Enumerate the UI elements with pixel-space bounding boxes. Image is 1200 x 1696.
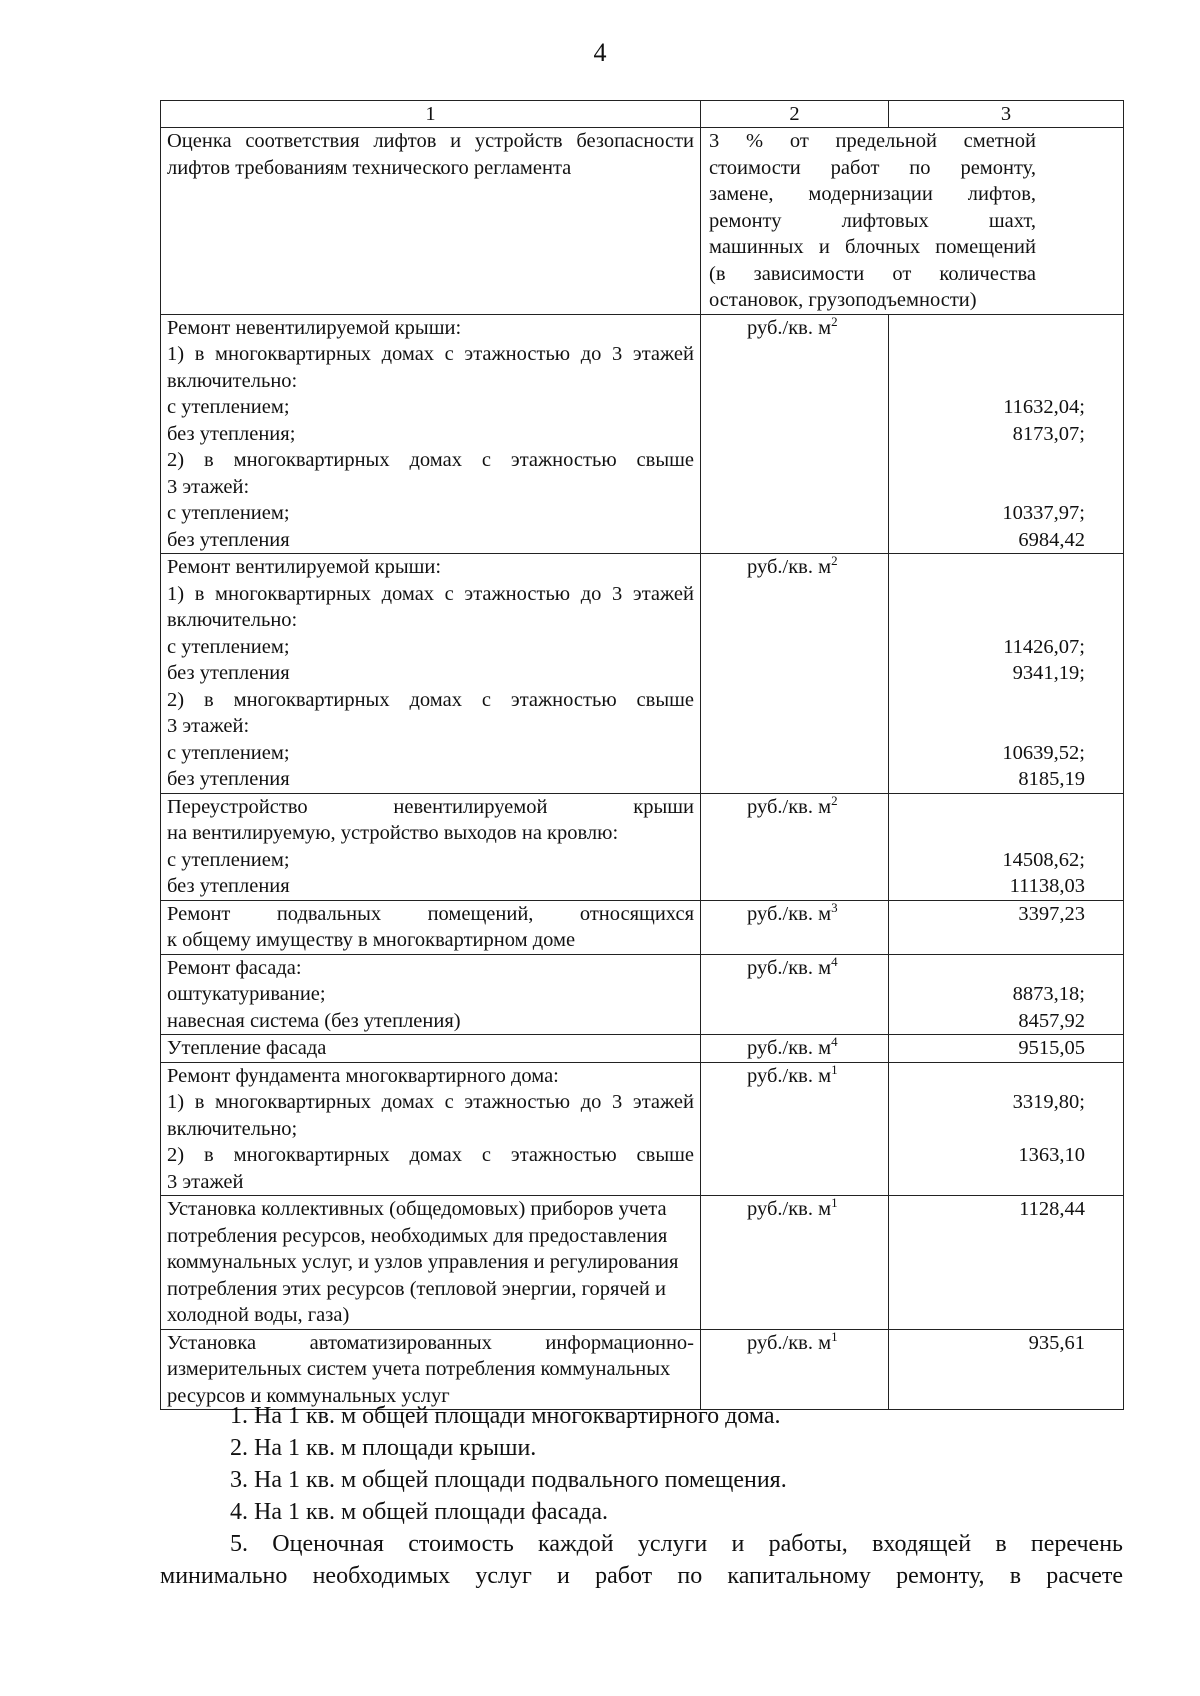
row-description	[161, 1196, 701, 1330]
row-description	[161, 128, 701, 315]
unit-superscript: 1	[831, 1195, 838, 1211]
value-line: 11138,03	[1009, 875, 1085, 897]
row-unit	[701, 900, 889, 954]
row-description	[161, 1035, 701, 1063]
page-number: 4	[593, 38, 607, 67]
row-description	[161, 793, 701, 900]
row-unit	[701, 1196, 889, 1330]
value-line	[895, 820, 1085, 847]
value-line	[895, 1063, 1085, 1090]
value-line	[895, 607, 1085, 634]
unit-superscript: 4	[831, 953, 838, 969]
unit-superscript: 2	[831, 553, 838, 569]
description-line: без утепления	[167, 875, 290, 897]
description-line: 3 этажей:	[167, 475, 250, 498]
description-line: включительно:	[167, 369, 298, 392]
cost-basis-line: стоимости работ по ремонту,	[709, 156, 1036, 179]
description-line: коммунальных услуг, и узлов управления и регулирования	[167, 1251, 679, 1273]
value-line: 3319,80;	[1012, 1091, 1085, 1113]
value-line	[895, 447, 1085, 474]
description-line: Ремонт фасада:	[167, 956, 302, 979]
row-description	[161, 900, 701, 954]
row-unit	[701, 1329, 889, 1410]
description-line: 1) в многоквартирных домах с этажностью до 3 этажей	[167, 582, 694, 605]
row-values	[889, 314, 1124, 554]
table-row	[161, 954, 1124, 1035]
value-line: 8185,19	[1018, 768, 1085, 790]
unit-superscript: 2	[831, 313, 838, 329]
value-line	[895, 713, 1085, 740]
description-line: Переустройство невентилируемой крыши	[167, 795, 694, 818]
value-line	[895, 794, 1085, 821]
row-values	[889, 1035, 1124, 1063]
paragraph-line: 5. Оценочная стоимость каждой услуги и работы, входящей в перечень	[230, 1531, 1123, 1557]
unit-label: руб./кв. м	[747, 1331, 832, 1354]
description-line: включительно;	[167, 1117, 298, 1140]
value-line	[895, 341, 1085, 368]
row-description	[161, 1329, 701, 1410]
table-row	[161, 1062, 1124, 1196]
row-values	[889, 954, 1124, 1035]
value-line: 8873,18;	[1012, 983, 1085, 1005]
description-line: включительно:	[167, 609, 298, 631]
value-line: 14508,62;	[1002, 848, 1085, 871]
value-line	[895, 368, 1085, 395]
row-values	[889, 1062, 1124, 1196]
table-row	[161, 554, 1124, 794]
value-line: 11632,04;	[1003, 396, 1085, 418]
row-unit	[701, 1062, 889, 1196]
value-line	[895, 687, 1085, 714]
table-row	[161, 900, 1124, 954]
description-line: без утепления	[167, 662, 290, 684]
cost-basis-line: замене, модернизации лифтов,	[709, 183, 1036, 205]
value-line: 10639,52;	[1002, 741, 1085, 764]
cost-basis-line: ремонту лифтовых шахт,	[709, 209, 1036, 232]
row-description	[161, 554, 701, 794]
description-line: потребления этих ресурсов (тепловой энергии, горячей и	[167, 1277, 666, 1300]
description-line: Установка автоматизированных информационно-	[167, 1331, 694, 1354]
row-unit	[701, 1035, 889, 1063]
row-values	[889, 554, 1124, 794]
value-line	[895, 474, 1085, 501]
unit-label: руб./кв. м	[747, 795, 832, 818]
description-line: с утеплением;	[167, 741, 290, 764]
value-line	[895, 1302, 1085, 1329]
footnotes	[160, 1400, 1123, 1592]
value-line	[895, 1116, 1085, 1143]
description-line: 2) в многоквартирных домах с этажностью свыше	[167, 688, 694, 711]
value-line: 1128,44	[1019, 1198, 1085, 1220]
description-line: лифтов требованиям технического регламента	[167, 156, 572, 179]
table-row	[161, 1329, 1124, 1410]
description-line: на вентилируемую, устройство выходов на кровлю:	[167, 822, 619, 844]
value-line: 935,61	[1028, 1331, 1085, 1354]
paragraph-line: минимально необходимых услуг и работ по капитальному ремонту, в расчете	[160, 1563, 1123, 1589]
row-description	[161, 314, 701, 554]
description-line: Ремонт подвальных помещений, относящихся	[167, 902, 694, 925]
value-line: 8173,07;	[1012, 422, 1085, 445]
description-line: 1) в многоквартирных домах с этажностью до 3 этажей	[167, 1091, 694, 1113]
value-line	[895, 1223, 1085, 1250]
row-unit	[701, 954, 889, 1035]
value-line: 9515,05	[1018, 1037, 1085, 1059]
description-line: Ремонт вентилируемой крыши:	[167, 556, 442, 578]
value-line	[895, 315, 1085, 342]
description-line: 2) в многоквартирных домах с этажностью свыше	[167, 1144, 694, 1166]
row-values	[889, 1329, 1124, 1410]
unit-label: руб./кв. м	[747, 1037, 832, 1059]
unit-label: руб./кв. м	[747, 556, 832, 578]
value-line: 11426,07;	[1003, 635, 1085, 658]
value-line	[895, 581, 1085, 608]
description-line: Оценка соответствия лифтов и устройств безопасности	[167, 130, 694, 152]
description-line: оштукатуривание;	[167, 983, 326, 1005]
value-line: 8457,92	[1018, 1009, 1085, 1032]
table-header-row	[161, 101, 1124, 128]
value-line: 3397,23	[1018, 902, 1085, 925]
table-row	[161, 793, 1124, 900]
cost-basis-line: 3 % от предельной сметной	[709, 130, 1036, 152]
row-cost-basis	[701, 128, 1124, 315]
description-line: ресурсов и коммунальных услуг	[167, 1384, 450, 1407]
unit-superscript: 1	[831, 1061, 838, 1077]
description-line: с утеплением;	[167, 502, 290, 524]
description-line: Ремонт фундамента многоквартирного дома:	[167, 1064, 559, 1087]
unit-label: руб./кв. м	[747, 316, 832, 339]
row-description	[161, 954, 701, 1035]
value-line	[895, 1249, 1085, 1276]
unit-superscript: 4	[831, 1034, 838, 1050]
value-line: 10337,97;	[1002, 502, 1085, 524]
description-line: без утепления	[167, 528, 290, 551]
cost-table-body	[161, 101, 1124, 1410]
description-line: к общему имуществу в многоквартирном доме	[167, 929, 576, 951]
value-line: 1363,10	[1018, 1144, 1085, 1166]
description-line: навесная система (без утепления)	[167, 1009, 461, 1032]
footnote: 4. На 1 кв. м общей площади фасада.	[230, 1499, 609, 1525]
column-header: 2	[701, 101, 889, 128]
row-values	[889, 1196, 1124, 1330]
table-row	[161, 1035, 1124, 1063]
value-line	[895, 1356, 1085, 1383]
cost-basis-line: машинных и блочных помещений	[709, 236, 1036, 258]
cost-basis-line: остановок, грузоподъемности)	[709, 289, 977, 311]
description-line: 1) в многоквартирных домах с этажностью до 3 этажей	[167, 343, 694, 365]
cost-basis-line: (в зависимости от количества	[709, 262, 1036, 285]
value-line: 6984,42	[1018, 528, 1085, 551]
footnote: 1. На 1 кв. м общей площади многоквартирного дома.	[230, 1403, 781, 1429]
unit-label: руб./кв. м	[747, 902, 832, 925]
description-line: 3 этажей	[167, 1170, 244, 1193]
row-unit	[701, 554, 889, 794]
description-line: без утепления;	[167, 422, 296, 445]
description-line: с утеплением;	[167, 848, 290, 871]
value-line	[895, 955, 1085, 982]
description-line: 2) в многоквартирных домах с этажностью свыше	[167, 449, 694, 471]
table-row	[161, 314, 1124, 554]
cost-table	[160, 100, 1124, 1410]
footnote: 3. На 1 кв. м общей площади подвального помещения.	[230, 1467, 787, 1493]
table-row-lifts	[161, 128, 1124, 315]
unit-label: руб./кв. м	[747, 1198, 832, 1220]
column-header: 1	[161, 101, 701, 128]
unit-label: руб./кв. м	[747, 1064, 832, 1087]
row-values	[889, 793, 1124, 900]
row-unit	[701, 314, 889, 554]
description-line: измерительных систем учета потребления коммунальных	[167, 1358, 671, 1380]
row-description	[161, 1062, 701, 1196]
row-values	[889, 900, 1124, 954]
row-unit	[701, 793, 889, 900]
footnote: 2. На 1 кв. м площади крыши.	[230, 1435, 537, 1461]
description-line: потребления ресурсов, необходимых для предоставления	[167, 1224, 668, 1247]
table-row	[161, 1196, 1124, 1330]
description-line: Установка коллективных (общедомовых) приборов учета	[167, 1198, 667, 1220]
value-line	[895, 1169, 1085, 1196]
value-line	[895, 554, 1085, 581]
unit-superscript: 2	[831, 792, 838, 808]
unit-superscript: 1	[831, 1328, 838, 1344]
unit-label: руб./кв. м	[747, 956, 832, 979]
value-line	[895, 927, 1085, 954]
description-line: Утепление фасада	[167, 1037, 327, 1059]
description-line: с утеплением;	[167, 396, 290, 418]
description-line: 3 этажей:	[167, 715, 250, 737]
column-header: 3	[889, 101, 1124, 128]
value-line	[895, 1276, 1085, 1303]
description-line: Ремонт невентилируемой крыши:	[167, 316, 462, 339]
unit-superscript: 3	[831, 899, 838, 915]
description-line: холодной воды, газа)	[167, 1304, 350, 1326]
description-line: с утеплением;	[167, 635, 290, 658]
description-line: без утепления	[167, 768, 290, 790]
value-line: 9341,19;	[1012, 662, 1085, 684]
